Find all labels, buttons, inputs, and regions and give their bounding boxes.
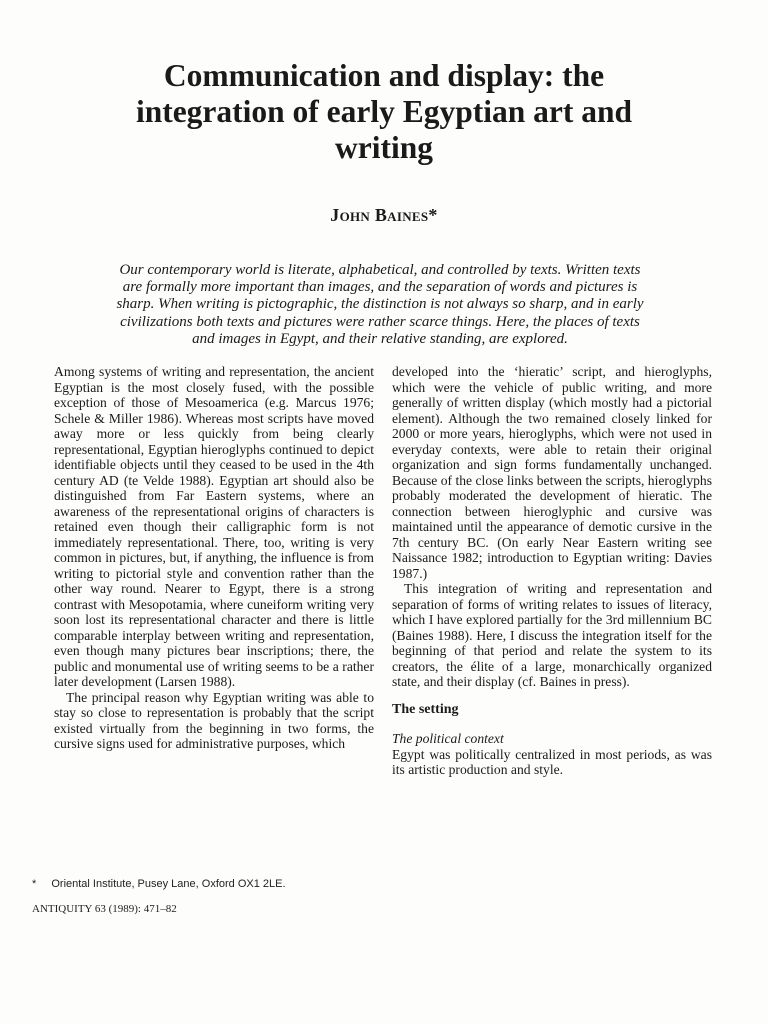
- title-line: writing: [335, 130, 433, 165]
- body-paragraph: Egypt was politically centralized in most periods, as was its artistic production and style.: [392, 746, 712, 777]
- left-column: [54, 364, 374, 752]
- body-paragraph: This integration of writing and representation and separation of forms of writing relates to issues of literacy, which I have explored partially for the 3rd millennium BC (Baines 1988). Here, I discuss the integration itself for the beginning of that period and relate the system to its creators, the élite of a large, monarchically organized state, and their display (cf. Baines in press).: [392, 581, 712, 689]
- body-paragraph: Among systems of writing and representation, the ancient Egyptian is the most closely fused, with the possible exception of those of Mesoamerica (e.g. Marcus 1976; Schele & Miller 1986). Whereas most scripts have moved away more or less quickly from being clearly representational, Egyptian hieroglyphs continued to depict identifiable objects until they ceased to be used in the 4th century AD (te Velde 1988). Egyptian art should also be distinguished from Far Eastern systems, where an awareness of the representational origins of characters is retained even though their calligraphic form is not immediately representational. There, too, writing is very common in pictures, but, if anything, the influence is from writing to pictorial style and convention rather than the other way round. Nearer to Egypt, there is a strong contrast with Mesopotamia, where cuneiform writing very soon lost its representational character and there is little comparable interplay between writing and representation, even though many pictures bear inscriptions; there, the public and monumental use of writing seems to be a rather later development (Larsen 1988).: [54, 364, 374, 689]
- title-line: integration of early Egyptian art and: [135, 94, 633, 129]
- footnote-text: Oriental Institute, Pusey Lane, Oxford OX1 2LE.: [51, 878, 286, 890]
- author-name: John Baines*: [330, 205, 438, 225]
- abstract: [48, 262, 712, 348]
- abstract-line: and images in Egypt, and their relative standing, are explored.: [192, 330, 568, 347]
- abstract-line: sharp. When writing is pictographic, the distinction is not always so sharp, and in early: [116, 296, 644, 313]
- title-line: Communication and display: the: [163, 58, 605, 93]
- article-title: [60, 58, 708, 166]
- author-footnote: [32, 878, 286, 890]
- journal-citation: ANTIQUITY 63 (1989): 471–82: [32, 903, 177, 915]
- footnote-marker: *: [32, 878, 37, 890]
- subsection-heading: The political context: [392, 731, 504, 746]
- body-paragraph: developed into the ‘hieratic’ script, and hieroglyphs, which were the vehicle of public writing, and more generally of written display (which mostly had a pictorial element). Although the two remained closely linked for 2000 or more years, hieroglyphs, which were not used in everyday contexts, were able to retain their original organization and sign forms fundamentally unchanged. Because of the close links between the scripts, hieroglyphs probably moderated the development of hieratic. The connection between hieroglyphic and cursive was maintained until the appearance of demotic cursive in the 7th century BC. (On early Near Eastern writing see Naissance 1982; introduction to Egyptian writing: Davies 1987.): [392, 364, 712, 581]
- abstract-line: are formally more important than images, and the separation of words and pictures is: [122, 279, 638, 296]
- right-column: [392, 364, 712, 778]
- body-paragraph: The principal reason why Egyptian writing was able to stay so close to representation is probably that the script existed virtually from the beginning in two forms, the cursive signs used for administrative purposes, which: [54, 689, 374, 751]
- abstract-line: civilizations both texts and pictures were rather scarce things. Here, the places of texts: [120, 313, 640, 330]
- abstract-line: Our contemporary world is literate, alphabetical, and controlled by texts. Written texts: [119, 262, 641, 278]
- section-heading: The setting: [392, 701, 459, 717]
